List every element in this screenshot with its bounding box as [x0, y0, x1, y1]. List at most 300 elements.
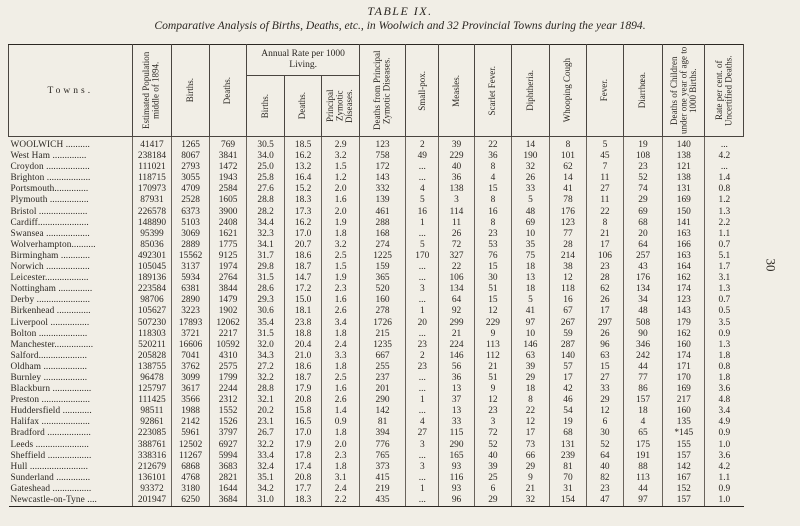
population-cell: 148890 — [132, 218, 172, 229]
small-pox-cell: ... — [406, 495, 439, 507]
death-rate-cell: 16.5 — [284, 417, 322, 428]
death-rate-cell: 18.1 — [284, 306, 322, 317]
population-cell: 105045 — [132, 262, 172, 273]
births-cell: 3617 — [172, 384, 210, 395]
infant-mortality-cell: 160 — [663, 406, 705, 417]
diarrhoea-cell: 242 — [623, 351, 663, 362]
infant-mortality-cell: 138 — [663, 151, 705, 162]
uncertified-rate-cell: 1.4 — [705, 173, 744, 184]
table-row — [9, 251, 744, 262]
diarrhoea-cell: 34 — [623, 295, 663, 306]
header-population: Estimated Population middle of 1894. — [132, 45, 172, 137]
header-small-pox: Small-pox. — [406, 45, 439, 137]
fever-cell: 297 — [587, 318, 623, 329]
scarlet-fever-cell: 23 — [474, 406, 512, 417]
infant-mortality-cell: 121 — [663, 162, 705, 173]
whooping-cough-cell: 8 — [549, 137, 587, 152]
births-cell: 3055 — [172, 173, 210, 184]
header-rate-deaths: Deaths. — [284, 76, 322, 137]
town-name-cell: Cardiff..................... — [10, 217, 89, 228]
scarlet-fever-cell: 112 — [474, 351, 512, 362]
small-pox-cell: 49 — [406, 151, 439, 162]
zymotic-rate-cell: 3.4 — [322, 318, 360, 329]
deaths-cell: 2312 — [209, 395, 247, 406]
header-measles: Measles. — [439, 45, 474, 137]
fever-cell: 27 — [587, 373, 623, 384]
births-cell: 2890 — [172, 295, 210, 306]
measles-cell: 224 — [439, 340, 474, 351]
birth-rate-cell: 35.4 — [247, 318, 285, 329]
zymotic-deaths-cell: 394 — [359, 428, 405, 439]
measles-cell: 93 — [439, 484, 474, 495]
zymotic-deaths-cell: 168 — [359, 229, 405, 240]
whooping-cough-cell: 176 — [549, 207, 587, 218]
zymotic-rate-cell: 1.8 — [322, 229, 360, 240]
diarrhoea-cell: 64 — [623, 240, 663, 251]
diphtheria-cell: 5 — [512, 295, 550, 306]
births-cell: 3069 — [172, 229, 210, 240]
small-pox-cell: ... — [406, 162, 439, 173]
whooping-cough-cell: 16 — [549, 295, 587, 306]
header-annual-rate: Annual Rate per 1000 Living. — [247, 45, 360, 76]
town-name-cell: Wolverhampton.......... — [10, 239, 96, 250]
town-name-cell: WOOLWICH .......... — [10, 140, 90, 150]
uncertified-rate-cell: 1.0 — [705, 495, 744, 507]
measles-cell: 64 — [439, 295, 474, 306]
small-pox-cell: ... — [406, 451, 439, 462]
zymotic-rate-cell: 1.8 — [322, 462, 360, 473]
zymotic-deaths-cell: 1726 — [359, 318, 405, 329]
whooping-cough-cell: 17 — [549, 373, 587, 384]
small-pox-cell: 16 — [406, 207, 439, 218]
death-rate-cell: 18.8 — [284, 329, 322, 340]
population-cell: 41417 — [132, 137, 172, 152]
birth-rate-cell: 32.4 — [247, 462, 285, 473]
infant-mortality-cell: 157 — [663, 495, 705, 507]
births-cell: 3762 — [172, 362, 210, 373]
uncertified-rate-cell: 0.7 — [705, 240, 744, 251]
births-cell: 2793 — [172, 162, 210, 173]
zymotic-deaths-cell: 373 — [359, 462, 405, 473]
whooping-cough-cell: 267 — [549, 318, 587, 329]
infant-mortality-cell: 138 — [663, 173, 705, 184]
header-towns: Towns. — [9, 45, 133, 137]
deaths-cell: 2575 — [209, 362, 247, 373]
fever-cell: 21 — [587, 229, 623, 240]
infant-mortality-cell: 174 — [663, 284, 705, 295]
uncertified-rate-cell: 3.5 — [705, 318, 744, 329]
town-name-cell: Bolton .................... — [10, 328, 88, 339]
table-row — [9, 428, 744, 439]
scarlet-fever-cell: 9 — [474, 384, 512, 395]
zymotic-deaths-cell: 461 — [359, 207, 405, 218]
population-cell: 205828 — [132, 351, 172, 362]
population-cell: 226578 — [132, 207, 172, 218]
population-cell: 96478 — [132, 373, 172, 384]
table-subtitle: Comparative Analysis of Births, Deaths, etc., in Woolwich and 32 Provincial Towns during the year 1894. — [154, 19, 646, 32]
fever-cell: 30 — [587, 428, 623, 439]
whooping-cough-cell: 81 — [549, 462, 587, 473]
table-row — [9, 373, 744, 384]
birth-rate-cell: 28.2 — [247, 207, 285, 218]
birth-rate-cell: 28.8 — [247, 384, 285, 395]
measles-cell: 40 — [439, 162, 474, 173]
measles-cell: 26 — [439, 229, 474, 240]
scarlet-fever-cell: 8 — [474, 218, 512, 229]
infant-mortality-cell: 169 — [663, 384, 705, 395]
small-pox-cell: 27 — [406, 428, 439, 439]
deaths-cell: 2217 — [209, 329, 247, 340]
births-cell: 8067 — [172, 151, 210, 162]
population-cell: 492301 — [132, 251, 172, 262]
small-pox-cell: 5 — [406, 240, 439, 251]
birth-rate-cell: 23.1 — [247, 417, 285, 428]
header-diphtheria: Diphtheria. — [512, 45, 550, 137]
deaths-cell: 1799 — [209, 373, 247, 384]
header-births: Births. — [172, 45, 210, 137]
scarlet-fever-cell: 8 — [474, 162, 512, 173]
population-cell: 85036 — [132, 240, 172, 251]
births-cell: 4709 — [172, 184, 210, 195]
small-pox-cell: ... — [406, 273, 439, 284]
zymotic-deaths-cell: 758 — [359, 151, 405, 162]
measles-cell: 37 — [439, 395, 474, 406]
measles-cell: 13 — [439, 406, 474, 417]
scarlet-fever-cell: 72 — [474, 428, 512, 439]
deaths-cell: 3841 — [209, 151, 247, 162]
diarrhoea-cell: 18 — [623, 406, 663, 417]
diphtheria-cell: 18 — [512, 384, 550, 395]
table-title: TABLE IX. — [367, 4, 433, 18]
town-name-cell: Bristol .................... — [10, 206, 88, 217]
infant-mortality-cell: 131 — [663, 184, 705, 195]
zymotic-deaths-cell: 201 — [359, 384, 405, 395]
header-fever: Fever. — [587, 45, 623, 137]
fever-cell: 45 — [587, 151, 623, 162]
births-cell: 3137 — [172, 262, 210, 273]
diphtheria-cell: 14 — [512, 137, 550, 152]
fever-cell: 17 — [587, 306, 623, 317]
small-pox-cell: ... — [406, 384, 439, 395]
table-row — [9, 451, 744, 462]
fever-cell: 62 — [587, 284, 623, 295]
zymotic-deaths-cell: 160 — [359, 295, 405, 306]
measles-cell: 22 — [439, 262, 474, 273]
fever-cell: 28 — [587, 273, 623, 284]
scarlet-fever-cell: 15 — [474, 262, 512, 273]
zymotic-deaths-cell: 123 — [359, 137, 405, 152]
table-row — [9, 495, 744, 507]
diarrhoea-cell: 43 — [623, 262, 663, 273]
death-rate-cell: 14.7 — [284, 273, 322, 284]
infant-mortality-cell: 152 — [663, 484, 705, 495]
uncertified-rate-cell: 3.4 — [705, 406, 744, 417]
uncertified-rate-cell: 1.2 — [705, 195, 744, 206]
scarlet-fever-cell: 6 — [474, 484, 512, 495]
zymotic-deaths-cell: 159 — [359, 262, 405, 273]
zymotic-deaths-cell: 415 — [359, 473, 405, 484]
town-name-cell: Bradford .................. — [10, 428, 91, 439]
births-cell: 1265 — [172, 137, 210, 152]
measles-cell: 229 — [439, 151, 474, 162]
table-row — [9, 306, 744, 317]
diphtheria-cell: 9 — [512, 473, 550, 484]
deaths-cell: 1644 — [209, 484, 247, 495]
death-rate-cell: 15.2 — [284, 184, 322, 195]
whooping-cough-cell: 67 — [549, 306, 587, 317]
town-name-cell: Norwich .................. — [10, 262, 90, 273]
table-row — [9, 151, 744, 162]
diarrhoea-cell: 88 — [623, 462, 663, 473]
town-name-cell: West Ham .............. — [10, 151, 87, 162]
death-rate-cell: 18.3 — [284, 195, 322, 206]
death-rate-cell: 18.3 — [284, 495, 322, 507]
diphtheria-cell: 97 — [512, 318, 550, 329]
small-pox-cell: 23 — [406, 362, 439, 373]
fever-cell: 5 — [587, 137, 623, 152]
deaths-cell: 2764 — [209, 273, 247, 284]
births-cell: 7041 — [172, 351, 210, 362]
population-cell: 223085 — [132, 428, 172, 439]
zymotic-rate-cell: 2.5 — [322, 373, 360, 384]
measles-cell: 290 — [439, 440, 474, 451]
uncertified-rate-cell: 1.3 — [705, 340, 744, 351]
scarlet-fever-cell: 52 — [474, 440, 512, 451]
deaths-cell: 3684 — [209, 495, 247, 507]
infant-mortality-cell: 155 — [663, 440, 705, 451]
uncertified-rate-cell: 1.1 — [705, 229, 744, 240]
deaths-cell: 2821 — [209, 473, 247, 484]
population-cell: 507230 — [132, 318, 172, 329]
uncertified-rate-cell: 0.8 — [705, 184, 744, 195]
small-pox-cell: 1 — [406, 306, 439, 317]
diarrhoea-cell: 508 — [623, 318, 663, 329]
deaths-cell: 2584 — [209, 184, 247, 195]
birth-rate-cell: 34.1 — [247, 240, 285, 251]
zymotic-rate-cell: 3.2 — [322, 151, 360, 162]
town-name-cell: Halifax .................... — [10, 417, 90, 428]
town-name-cell: Newcastle-on-Tyne .... — [9, 495, 133, 507]
zymotic-rate-cell: 1.6 — [322, 295, 360, 306]
births-cell: 3721 — [172, 329, 210, 340]
table-row — [9, 362, 744, 373]
scarlet-fever-cell: 29 — [474, 495, 512, 507]
fever-cell: 23 — [587, 262, 623, 273]
town-name-cell: Portsmouth.............. — [10, 184, 89, 195]
small-pox-cell: ... — [406, 262, 439, 273]
whooping-cough-cell: 31 — [549, 484, 587, 495]
births-cell: 2528 — [172, 195, 210, 206]
uncertified-rate-cell: 3.1 — [705, 273, 744, 284]
fever-cell: 47 — [587, 495, 623, 507]
population-cell: 520211 — [132, 340, 172, 351]
comparative-analysis-table — [8, 44, 744, 507]
diphtheria-cell: 69 — [512, 218, 550, 229]
table-row — [9, 240, 744, 251]
diarrhoea-cell: 19 — [623, 137, 663, 152]
population-cell: 388761 — [132, 440, 172, 451]
small-pox-cell: ... — [406, 373, 439, 384]
infant-mortality-cell: 142 — [663, 462, 705, 473]
fever-cell: 23 — [587, 484, 623, 495]
deaths-cell: 2244 — [209, 384, 247, 395]
death-rate-cell: 18.5 — [284, 137, 322, 152]
uncertified-rate-cell: 4.2 — [705, 462, 744, 473]
population-cell: 223584 — [132, 284, 172, 295]
small-pox-cell: 3 — [406, 440, 439, 451]
birth-rate-cell: 31.7 — [247, 251, 285, 262]
zymotic-deaths-cell: 255 — [359, 362, 405, 373]
town-name-cell: Derby ...................... — [10, 295, 90, 306]
zymotic-rate-cell: 2.4 — [322, 340, 360, 351]
zymotic-deaths-cell: 288 — [359, 218, 405, 229]
measles-cell: 56 — [439, 362, 474, 373]
uncertified-rate-cell: 3.6 — [705, 451, 744, 462]
births-cell: 17893 — [172, 318, 210, 329]
diphtheria-cell: 17 — [512, 428, 550, 439]
birth-rate-cell: 31.0 — [247, 495, 285, 507]
whooping-cough-cell: 42 — [549, 384, 587, 395]
deaths-cell: 1605 — [209, 195, 247, 206]
town-name-cell: Huddersfield ............ — [10, 406, 92, 417]
uncertified-rate-cell: 4.2 — [705, 151, 744, 162]
diphtheria-cell: 22 — [512, 406, 550, 417]
scarlet-fever-cell: 3 — [474, 417, 512, 428]
small-pox-cell: 4 — [406, 417, 439, 428]
diphtheria-cell: 10 — [512, 229, 550, 240]
diphtheria-cell: 190 — [512, 151, 550, 162]
scarlet-fever-cell: 15 — [474, 184, 512, 195]
uncertified-rate-cell: 0.9 — [705, 428, 744, 439]
deaths-cell: 3900 — [209, 207, 247, 218]
diphtheria-cell: 41 — [512, 306, 550, 317]
zymotic-rate-cell: 2.9 — [322, 137, 360, 152]
scarlet-fever-cell: 51 — [474, 284, 512, 295]
birth-rate-cell: 20.2 — [247, 406, 285, 417]
fever-cell: 11 — [587, 173, 623, 184]
whooping-cough-cell: 287 — [549, 340, 587, 351]
uncertified-rate-cell: 1.1 — [705, 473, 744, 484]
zymotic-deaths-cell: 139 — [359, 195, 405, 206]
zymotic-deaths-cell: 1235 — [359, 340, 405, 351]
deaths-cell: 1621 — [209, 229, 247, 240]
zymotic-deaths-cell: 667 — [359, 351, 405, 362]
town-name-cell: Leicester.................. — [10, 273, 89, 284]
diphtheria-cell: 39 — [512, 362, 550, 373]
diarrhoea-cell: 86 — [623, 384, 663, 395]
zymotic-deaths-cell: 219 — [359, 484, 405, 495]
zymotic-deaths-cell: 1225 — [359, 251, 405, 262]
town-name-cell: Gateshead ................ — [10, 483, 92, 494]
diarrhoea-cell: 176 — [623, 273, 663, 284]
uncertified-rate-cell: 0.5 — [705, 306, 744, 317]
birth-rate-cell: 32.1 — [247, 395, 285, 406]
zymotic-rate-cell: 2.4 — [322, 484, 360, 495]
infant-mortality-cell: 170 — [663, 373, 705, 384]
scarlet-fever-cell: 12 — [474, 395, 512, 406]
scarlet-fever-cell: 15 — [474, 295, 512, 306]
whooping-cough-cell: 62 — [549, 162, 587, 173]
fever-cell: 29 — [587, 395, 623, 406]
uncertified-rate-cell: 4.8 — [705, 395, 744, 406]
table-row — [9, 384, 744, 395]
header-whooping-cough: Whooping Cough — [549, 45, 587, 137]
scarlet-fever-cell: 8 — [474, 195, 512, 206]
population-cell: 87931 — [132, 195, 172, 206]
death-rate-cell: 21.0 — [284, 351, 322, 362]
uncertified-rate-cell: 1.3 — [705, 284, 744, 295]
measles-cell: 93 — [439, 462, 474, 473]
deaths-cell: 2408 — [209, 218, 247, 229]
town-name-cell: Birkenhead .............. — [10, 306, 91, 317]
table-row — [9, 284, 744, 295]
diphtheria-cell: 32 — [512, 495, 550, 507]
town-name-cell: Brighton .................. — [10, 173, 91, 184]
diarrhoea-cell: 52 — [623, 173, 663, 184]
small-pox-cell: 1 — [406, 484, 439, 495]
whooping-cough-cell: 54 — [549, 406, 587, 417]
zymotic-rate-cell: 2.5 — [322, 251, 360, 262]
birth-rate-cell: 32.2 — [247, 440, 285, 451]
diarrhoea-cell: 346 — [623, 340, 663, 351]
table-row — [9, 295, 744, 306]
infant-mortality-cell: 150 — [663, 207, 705, 218]
death-rate-cell: 17.8 — [284, 451, 322, 462]
death-rate-cell: 17.0 — [284, 428, 322, 439]
diphtheria-cell: 21 — [512, 484, 550, 495]
population-cell: 98511 — [132, 406, 172, 417]
population-cell: 201947 — [132, 495, 172, 507]
zymotic-rate-cell: 2.3 — [322, 284, 360, 295]
population-cell: 92861 — [132, 417, 172, 428]
population-cell: 125797 — [132, 384, 172, 395]
death-rate-cell: 16.4 — [284, 173, 322, 184]
fever-cell: 96 — [587, 340, 623, 351]
uncertified-rate-cell: 0.9 — [705, 329, 744, 340]
death-rate-cell: 20.7 — [284, 240, 322, 251]
infant-mortality-cell: 140 — [663, 137, 705, 152]
header-deaths: Deaths. — [209, 45, 247, 137]
zymotic-rate-cell: 2.0 — [322, 184, 360, 195]
deaths-cell: 1943 — [209, 173, 247, 184]
uncertified-rate-cell: 1.8 — [705, 351, 744, 362]
birth-rate-cell: 33.4 — [247, 451, 285, 462]
death-rate-cell: 18.6 — [284, 251, 322, 262]
small-pox-cell: 20 — [406, 318, 439, 329]
table-row — [9, 195, 744, 206]
measles-cell: 21 — [439, 329, 474, 340]
uncertified-rate-cell: 1.0 — [705, 440, 744, 451]
uncertified-rate-cell: 1.7 — [705, 262, 744, 273]
table-row — [9, 184, 744, 195]
header-diarrhoea: Diarrhœa. — [623, 45, 663, 137]
whooping-cough-cell: 28 — [549, 240, 587, 251]
table-row — [9, 207, 744, 218]
zymotic-rate-cell: 2.3 — [322, 451, 360, 462]
zymotic-deaths-cell: 143 — [359, 173, 405, 184]
infant-mortality-cell: 157 — [663, 451, 705, 462]
small-pox-cell: ... — [406, 173, 439, 184]
measles-cell: 92 — [439, 306, 474, 317]
whooping-cough-cell: 77 — [549, 229, 587, 240]
whooping-cough-cell: 154 — [549, 495, 587, 507]
whooping-cough-cell: 101 — [549, 151, 587, 162]
deaths-cell: 3797 — [209, 428, 247, 439]
population-cell: 95399 — [132, 229, 172, 240]
page-number: 30 — [763, 258, 779, 272]
zymotic-deaths-cell: 142 — [359, 406, 405, 417]
town-name-cell: Nottingham .............. — [10, 284, 93, 295]
